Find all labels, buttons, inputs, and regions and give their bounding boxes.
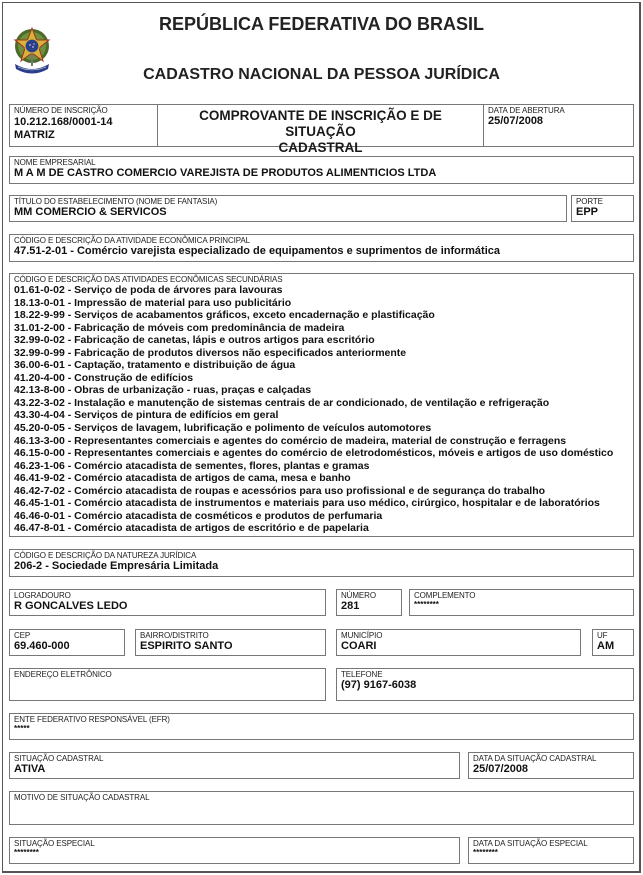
natureza-juridica-label: CÓDIGO E DESCRIÇÃO DA NATUREZA JURÍDICA xyxy=(14,551,197,560)
nome-empresarial-value: M A M DE CASTRO COMERCIO VAREJISTA DE PRODUTOS ALIMENTICIOS LTDA xyxy=(14,167,437,179)
numero-label: NÚMERO xyxy=(341,591,376,600)
atividades-secundarias-label: CÓDIGO E DESCRIÇÃO DAS ATIVIDADES ECONÔMICAS SECUNDÁRIAS xyxy=(14,275,283,284)
atividade-secundaria-item: 46.13-3-00 - Representantes comerciais e agentes do comércio de madeira, material de construção e ferragens xyxy=(14,434,567,447)
atividade-secundaria-item: 46.42-7-02 - Comércio atacadista de roupas e acessórios para uso profissional e de segurança do trabalho xyxy=(14,484,546,497)
porte-field xyxy=(571,195,634,222)
atividade-secundaria-item: 43.22-3-02 - Instalação e manutenção de sistemas centrais de ar condicionado, de ventilação e refrigeração xyxy=(14,396,550,409)
municipio-label: MUNICÍPIO xyxy=(341,631,383,640)
uf-field xyxy=(592,629,634,656)
situacao-especial-value: ******** xyxy=(14,848,39,857)
numero-field xyxy=(336,589,402,616)
porte-label: PORTE xyxy=(576,197,603,206)
document-subtitle: CADASTRO NACIONAL DA PESSOA JURÍDICA xyxy=(143,66,500,83)
efr-field xyxy=(9,713,634,740)
comprovante-header xyxy=(157,104,484,155)
situacao-cadastral-label: SITUAÇÃO CADASTRAL xyxy=(14,754,104,763)
nome-fantasia-value: MM COMERCIO & SERVICOS xyxy=(14,206,167,218)
estabelecimento-tipo-value: MATRIZ xyxy=(14,129,55,141)
cep-value: 69.460-000 xyxy=(14,640,70,652)
data-situacao-field xyxy=(468,752,634,779)
atividade-secundaria-item: 31.01-2-00 - Fabricação de móveis com predominância de madeira xyxy=(14,321,345,334)
comprovante-title-line2: CADASTRAL xyxy=(278,140,363,155)
atividade-secundaria-item: 01.61-0-02 - Serviço de poda de árvores para lavouras xyxy=(14,284,283,296)
uf-value: AM xyxy=(597,640,615,652)
nome-fantasia-field xyxy=(9,195,567,222)
bairro-value: ESPIRITO SANTO xyxy=(140,640,233,652)
atividade-secundaria-item: 46.23-1-06 - Comércio atacadista de sementes, flores, plantas e gramas xyxy=(14,459,370,472)
uf-label: UF xyxy=(597,631,608,640)
situacao-cadastral-field xyxy=(9,752,460,779)
atividade-principal-label: CÓDIGO E DESCRIÇÃO DA ATIVIDADE ECONÔMICA PRINCIPAL xyxy=(14,236,250,245)
atividade-secundaria-item: 46.45-1-01 - Comércio atacadista de instrumentos e materiais para uso médico, cirúrgico, hospitalar e de laboratórios xyxy=(14,497,600,510)
complemento-label: COMPLEMENTO xyxy=(414,591,476,600)
atividade-secundaria-item: 46.15-0-00 - Representantes comerciais e agentes do comércio de eletrodomésticos, móveis e artigos de uso doméstico xyxy=(14,447,614,460)
porte-value: EPP xyxy=(576,206,599,218)
telefone-label: TELEFONE xyxy=(341,670,383,679)
logradouro-value: R GONCALVES LEDO xyxy=(14,600,128,612)
email-field xyxy=(9,668,326,701)
municipio-field xyxy=(336,629,581,656)
atividade-principal-field xyxy=(9,234,634,262)
motivo-situacao-field xyxy=(9,791,634,825)
atividade-secundaria-item: 43.30-4-04 - Serviços de pintura de edifícios em geral xyxy=(14,409,279,422)
atividade-secundaria-item: 42.13-8-00 - Obras de urbanização - ruas, praças e calçadas xyxy=(14,384,312,397)
abertura-field xyxy=(483,104,634,147)
logradouro-field xyxy=(9,589,326,616)
data-situacao-value: 25/07/2008 xyxy=(473,763,529,775)
email-label: ENDEREÇO ELETRÔNICO xyxy=(14,670,112,679)
nome-empresarial-field xyxy=(9,156,634,184)
data-situacao-especial-field xyxy=(468,837,634,864)
atividade-secundaria-item: 46.46-0-01 - Comércio atacadista de cosméticos e produtos de perfumaria xyxy=(14,509,383,522)
bairro-label: BAIRRO/DISTRITO xyxy=(140,631,209,640)
atividade-secundaria-item: 18.22-9-99 - Serviços de acabamentos gráficos, exceto encadernação e plastificação xyxy=(14,309,435,322)
document-title: REPÚBLICA FEDERATIVA DO BRASIL xyxy=(158,14,484,34)
motivo-situacao-label: MOTIVO DE SITUAÇÃO CADASTRAL xyxy=(14,793,150,802)
inscricao-label: NÚMERO DE INSCRIÇÃO xyxy=(14,106,108,115)
situacao-especial-field xyxy=(9,837,460,864)
natureza-juridica-value: 206-2 - Sociedade Empresária Limitada xyxy=(14,560,219,572)
data-situacao-especial-value: ******** xyxy=(473,848,498,857)
atividade-secundaria-item: 45.20-0-05 - Serviços de lavagem, lubrificação e polimento de veículos automotores xyxy=(14,422,432,435)
abertura-label: DATA DE ABERTURA xyxy=(488,106,565,115)
logradouro-label: LOGRADOURO xyxy=(14,591,71,600)
cep-field xyxy=(9,629,125,656)
data-situacao-especial-label: DATA DA SITUAÇÃO ESPECIAL xyxy=(473,839,588,848)
telefone-field xyxy=(336,668,634,701)
atividade-secundaria-item: 41.20-4-00 - Construção de edifícios xyxy=(14,371,194,384)
atividade-secundaria-item: 18.13-0-01 - Impressão de material para uso publicitário xyxy=(14,296,292,309)
atividade-secundaria-item: 36.00-6-01 - Captação, tratamento e distribuição de água xyxy=(14,359,296,372)
telefone-value: (97) 9167-6038 xyxy=(341,679,417,691)
municipio-value: COARI xyxy=(341,640,377,652)
efr-value: ***** xyxy=(14,724,30,733)
data-situacao-label: DATA DA SITUAÇÃO CADASTRAL xyxy=(473,754,597,763)
efr-label: ENTE FEDERATIVO RESPONSÁVEL (EFR) xyxy=(14,715,170,724)
inscricao-field xyxy=(9,104,158,147)
natureza-juridica-field xyxy=(9,549,634,577)
atividade-principal-value: 47.51-2-01 - Comércio varejista especializado de equipamentos e suprimentos de informática xyxy=(14,245,501,257)
situacao-cadastral-value: ATIVA xyxy=(14,763,46,775)
complemento-field xyxy=(409,589,634,616)
nome-fantasia-label: TÍTULO DO ESTABELECIMENTO (NOME DE FANTASIA) xyxy=(14,197,218,206)
atividade-secundaria-item: 32.99-0-99 - Fabricação de produtos diversos não especificados anteriormente xyxy=(14,346,407,359)
cnpj-value: 10.212.168/0001-14 xyxy=(14,116,113,128)
atividade-secundaria-item: 46.41-9-02 - Comércio atacadista de artigos de cama, mesa e banho xyxy=(14,472,351,485)
complemento-value: ******** xyxy=(414,600,439,609)
situacao-especial-label: SITUAÇÃO ESPECIAL xyxy=(14,839,95,848)
nome-empresarial-label: NOME EMPRESARIAL xyxy=(14,158,96,167)
atividade-secundaria-item: 46.47-8-01 - Comércio atacadista de artigos de escritório e de papelaria xyxy=(14,522,369,535)
abertura-value: 25/07/2008 xyxy=(488,115,544,127)
atividade-secundaria-item: 32.99-0-02 - Fabricação de canetas, lápis e outros artigos para escritório xyxy=(14,334,375,347)
atividades-secundarias-field xyxy=(9,273,634,537)
numero-value: 281 xyxy=(341,600,360,612)
comprovante-title-line1: COMPROVANTE DE INSCRIÇÃO E DE SITUAÇÃO xyxy=(199,108,442,139)
bairro-field xyxy=(135,629,326,656)
cep-label: CEP xyxy=(14,631,31,640)
